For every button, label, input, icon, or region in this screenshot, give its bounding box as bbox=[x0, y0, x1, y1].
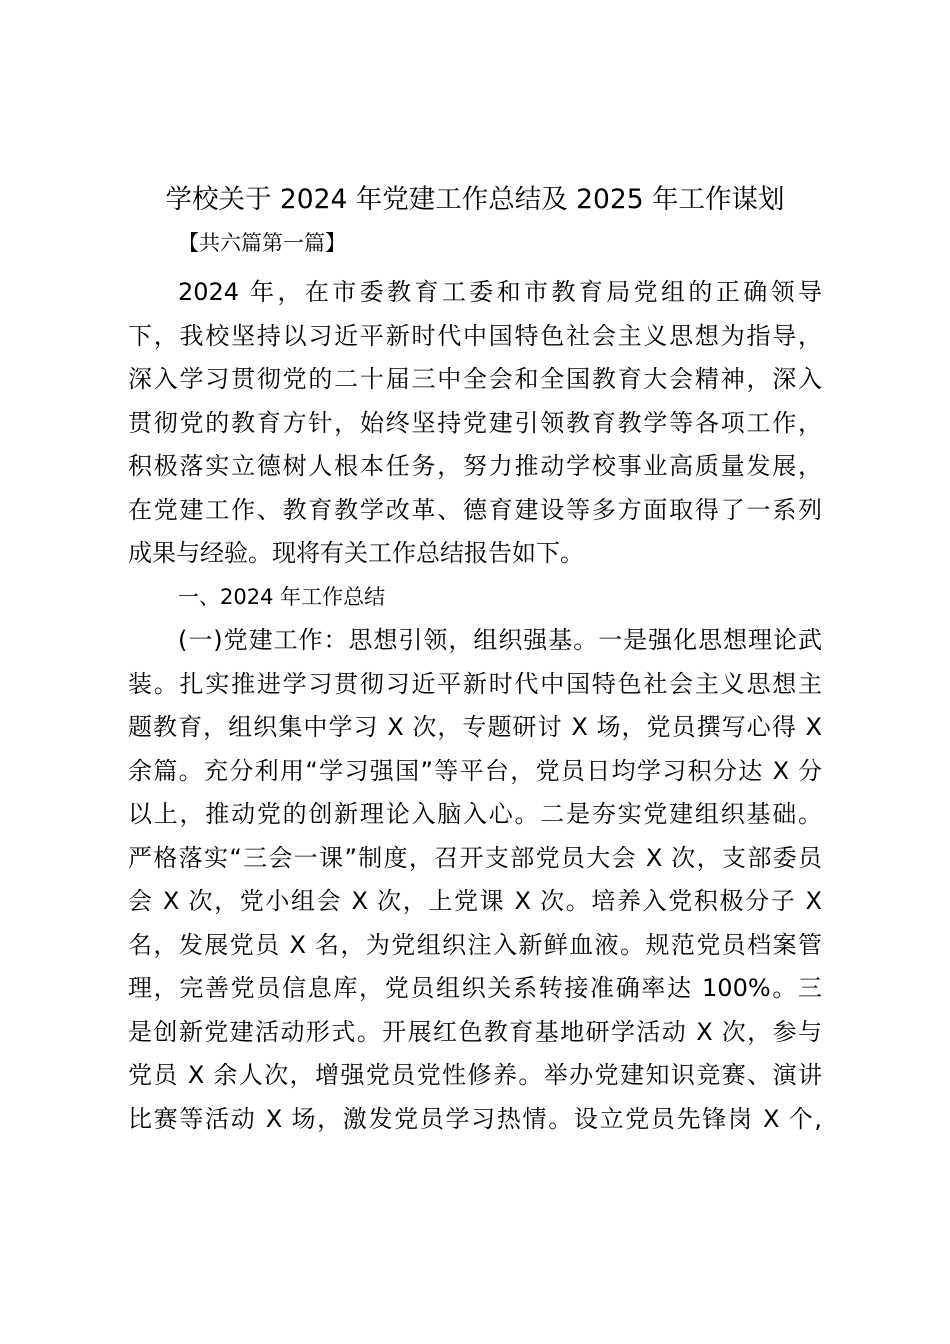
text-line: 党员 X 余人次，增强党员党性修养。举办党建知识竞赛、演讲 bbox=[128, 1061, 822, 1089]
text-line: 积极落实立德树人根本任务，努力推动学校事业高质量发展， bbox=[128, 452, 822, 480]
document-subtitle: 【共六篇第一篇】 bbox=[178, 231, 346, 255]
text-line: 理，完善党员信息库，党员组织关系转接准确率达 100%。三 bbox=[128, 974, 822, 1002]
text-line: 题教育，组织集中学习 X 次，专题研讨 X 场，党员撰写心得 X bbox=[128, 713, 822, 741]
text-line: 以上，推动党的创新理论入脑入心。二是夯实党建组织基础。 bbox=[128, 800, 822, 828]
text-line: 深入学习贯彻党的二十届三中全会和全国教育大会精神，深入 bbox=[128, 365, 822, 393]
section-heading: 一、2024 年工作总结 bbox=[178, 584, 386, 609]
text-line: 严格落实“三会一课”制度，召开支部党员大会 X 次，支部委员 bbox=[128, 843, 822, 872]
text-line: 余篇。充分利用“学习强国”等平台，党员日均学习积分达 X 分 bbox=[128, 756, 822, 785]
text-line: 下，我校坚持以习近平新时代中国特色社会主义思想为指导， bbox=[128, 321, 822, 350]
text-line: 装。扎实推进学习贯彻习近平新时代中国特色社会主义思想主 bbox=[128, 669, 822, 698]
text-line: 是创新党建活动形式。开展红色教育基地研学活动 X 次，参与 bbox=[128, 1017, 822, 1046]
text-line: 比赛等活动 X 场，激发党员学习热情。设立党员先锋岗 X 个, bbox=[128, 1104, 822, 1133]
document-body bbox=[128, 271, 822, 1141]
text-line: 名，发展党员 X 名，为党组织注入新鲜血液。规范党员档案管 bbox=[128, 930, 822, 959]
text-line: 在党建工作、教育教学改革、德育建设等多方面取得了一系列 bbox=[128, 495, 822, 524]
text-line: (一)党建工作：思想引领，组织强基。一是强化思想理论武 bbox=[178, 626, 822, 654]
text-line: 贯彻党的教育方针，始终坚持党建引领教育教学等各项工作， bbox=[128, 408, 822, 437]
text-line: 会 X 次，党小组会 X 次，上党课 X 次。培养入党积极分子 X bbox=[128, 887, 822, 915]
document-title: 学校关于 2024 年党建工作总结及 2025 年工作谋划 bbox=[165, 184, 785, 215]
text-line: 成果与经验。现将有关工作总结报告如下。 bbox=[128, 539, 584, 567]
text-line: 2024 年，在市委教育工委和市教育局党组的正确领导 bbox=[178, 278, 822, 306]
